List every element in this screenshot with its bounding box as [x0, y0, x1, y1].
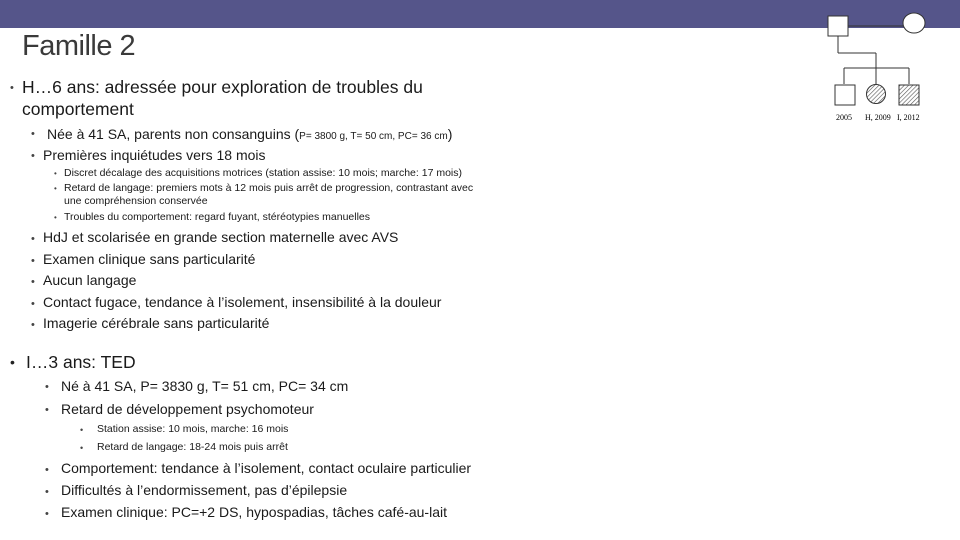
birth-close: ): [447, 126, 453, 142]
bullet: •: [45, 404, 49, 416]
child-2-label: H, 2009: [865, 113, 891, 122]
bullet: •: [31, 298, 35, 310]
bullet: •: [80, 443, 84, 453]
bullet: •: [54, 184, 57, 193]
patient1-sub-motor: Discret décalage des acquisitions motrices (station assise: 10 mois; marche: 17 mois): [64, 167, 462, 179]
patient1-language: Aucun langage: [43, 272, 137, 288]
patient1-birth: [47, 126, 452, 142]
patient1-heading-line1: H…6 ans: adressée pour exploration de troubles du: [22, 77, 423, 97]
bullet: •: [45, 464, 49, 476]
bullet: •: [10, 354, 15, 370]
bullet: •: [31, 233, 35, 245]
bullet: •: [45, 381, 49, 393]
patient1-sub-language-2: une compréhension conservée: [64, 195, 208, 207]
patient2-exam: Examen clinique: PC=+2 DS, hypospadias, tâches café-au-lait: [61, 504, 447, 520]
pedigree-chart: [820, 8, 960, 128]
patient1-contact: Contact fugace, tendance à l’isolement, insensibilité à la douleur: [43, 294, 442, 310]
mother-circle: [903, 13, 925, 33]
patient2-sub-language: Retard de langage: 18-24 mois puis arrêt: [97, 441, 288, 453]
child-1-label: 2005: [836, 113, 852, 122]
patient2-delay: Retard de développement psychomoteur: [61, 401, 314, 417]
patient2-sleep: Difficultés à l’endormissement, pas d’épilepsie: [61, 482, 348, 498]
patient1-sub-language-1: Retard de langage: premiers mots à 12 mois puis arrêt de progression, contrastant avec: [64, 182, 474, 194]
patient2-sub-motor: Station assise: 10 mois, marche: 16 mois: [97, 423, 289, 435]
patient2-birth: Né à 41 SA, P= 3830 g, T= 51 cm, PC= 34 cm: [61, 378, 349, 394]
bullet: •: [31, 128, 35, 140]
patient1-concerns: Premières inquiétudes vers 18 mois: [43, 147, 266, 163]
birth-measures: P= 3800 g, T= 50 cm, PC= 36 cm: [299, 131, 448, 142]
patient1-heading-line2: comportement: [22, 99, 134, 119]
patient2-heading: I…3 ans: TED: [26, 352, 136, 372]
patient1-sub-behavior: Troubles du comportement: regard fuyant, stéréotypies manuelles: [64, 211, 371, 223]
bullet: •: [45, 508, 49, 520]
patient2-behavior: Comportement: tendance à l’isolement, contact oculaire particulier: [61, 460, 472, 476]
child-1-square: [835, 85, 855, 105]
bullet: •: [31, 255, 35, 267]
father-square: [828, 16, 848, 36]
bullet: •: [31, 319, 35, 331]
bullet: •: [31, 150, 35, 162]
bullet: •: [45, 486, 49, 498]
bullet: •: [10, 82, 14, 94]
patient1-school: HdJ et scolarisée en grande section maternelle avec AVS: [43, 229, 399, 245]
patient1-imaging: Imagerie cérébrale sans particularité: [43, 315, 270, 331]
slide-title: Famille 2: [22, 30, 136, 62]
child-2-circle-affected: [867, 85, 886, 104]
bullet: •: [54, 213, 57, 222]
bullet: •: [80, 425, 84, 435]
child-3-label: I, 2012: [897, 113, 920, 122]
birth-text: Née à 41 SA, parents non consanguins (: [47, 126, 300, 142]
top-banner: [0, 0, 960, 28]
child-3-square-affected: [899, 85, 919, 105]
bullet: •: [31, 276, 35, 288]
patient1-exam: Examen clinique sans particularité: [43, 251, 256, 267]
bullet: •: [54, 169, 57, 178]
